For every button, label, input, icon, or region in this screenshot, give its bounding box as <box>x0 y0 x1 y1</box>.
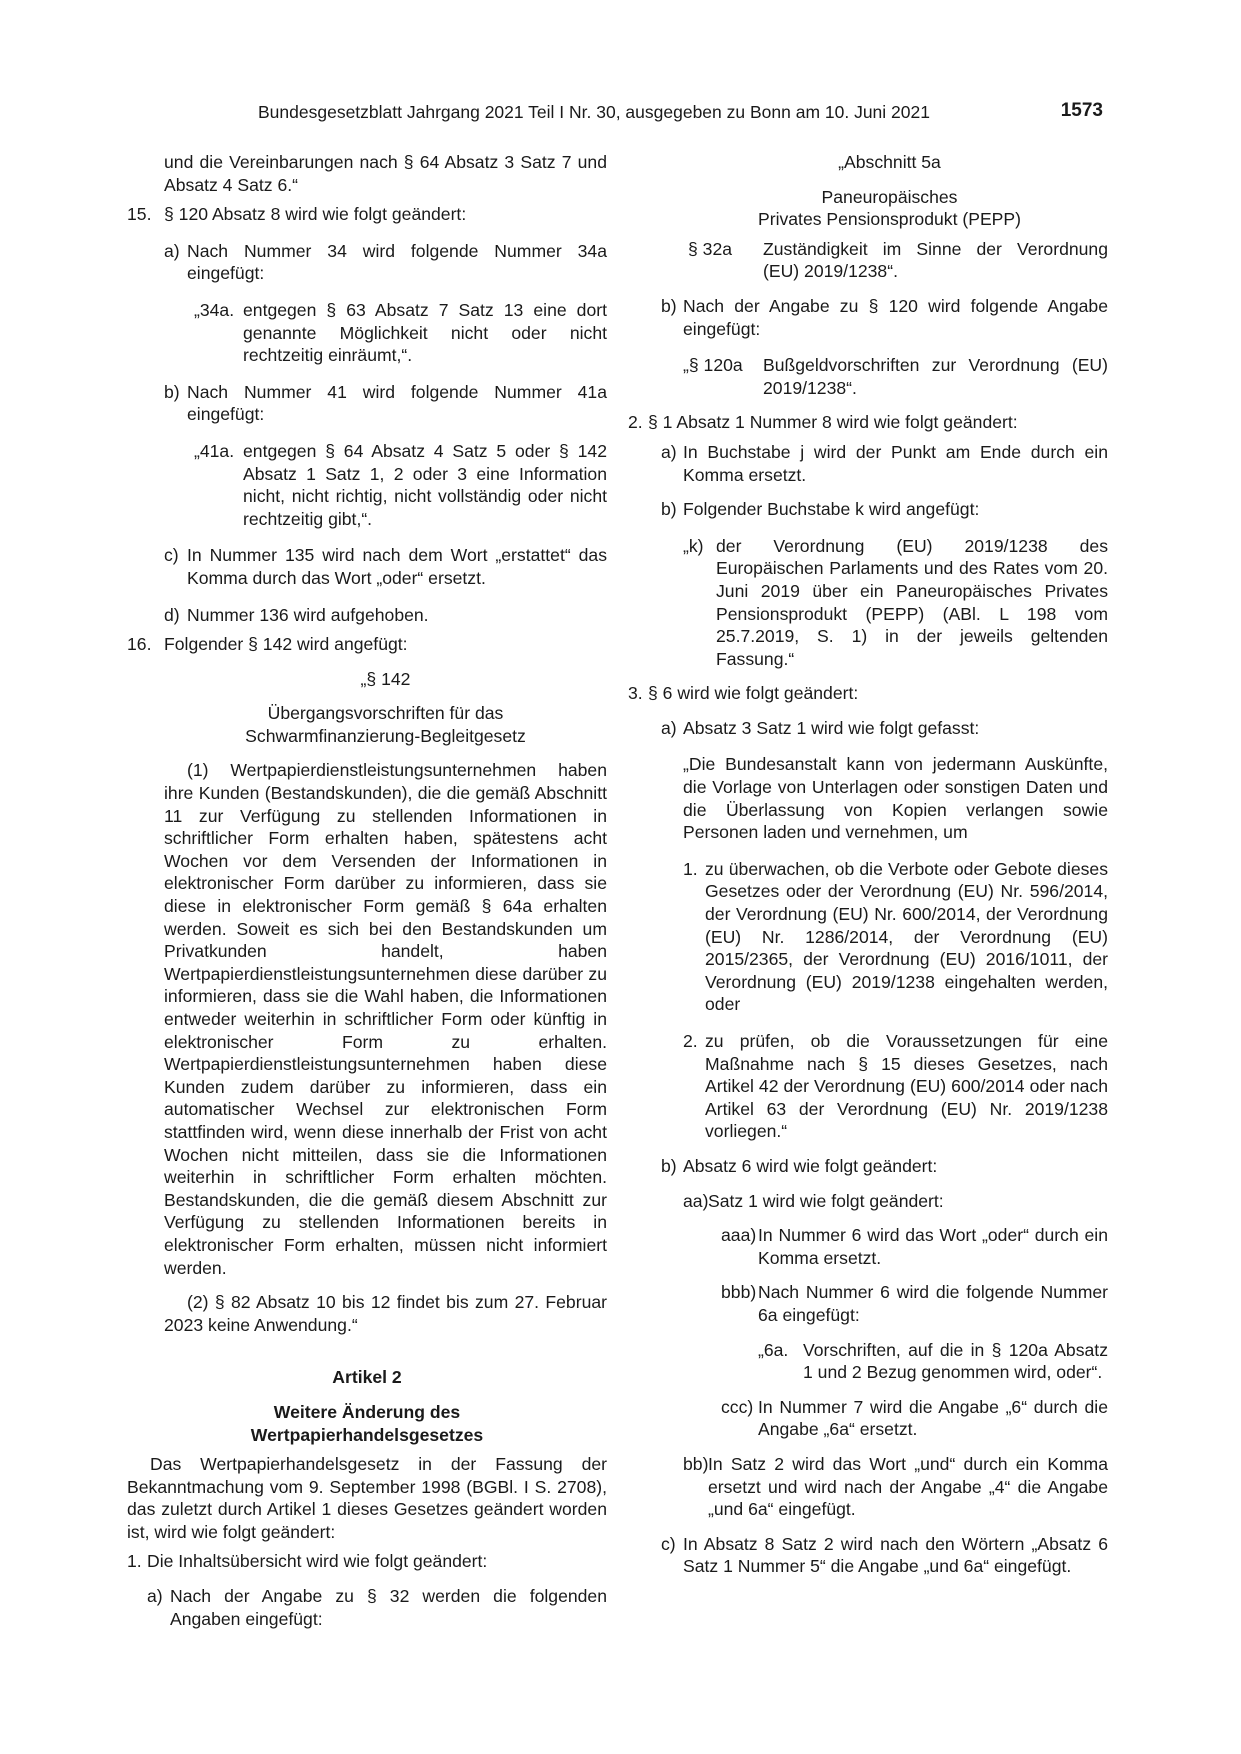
list-item-2 <box>628 411 1108 434</box>
buchstabe-k <box>628 535 1108 671</box>
header-title: Bundesgesetzblatt Jahrgang 2021 Teil I Nr. 30, ausgegeben zu Bonn am 10. Juni 2021 <box>258 102 930 122</box>
item-text: Absatz 6 wird wie folgt geändert: <box>683 1155 938 1176</box>
right-column <box>628 151 1108 1578</box>
quoted-item-2 <box>628 1030 1108 1143</box>
list-item-2b <box>628 498 1108 521</box>
item-number: 1. <box>683 858 698 879</box>
item-letter: c) <box>164 545 179 566</box>
item-letter: d) <box>164 604 180 625</box>
item-letter: „k) <box>683 535 704 556</box>
list-item-aa <box>628 1190 1108 1213</box>
list-item-16 <box>127 633 607 656</box>
page-number: 1573 <box>1060 100 1103 121</box>
item-letter: c) <box>661 1533 676 1554</box>
item-text: Satz 1 wird wie folgt geändert: <box>708 1190 944 1211</box>
list-item-3a <box>628 717 1108 740</box>
item-number: „34a. <box>194 299 235 320</box>
list-item-15a <box>127 240 607 285</box>
item-letter: b) <box>164 381 180 402</box>
left-column <box>127 151 607 1630</box>
list-item-15d <box>127 604 607 627</box>
section-142-heading-2: Schwarmfinanzierung-Begleitgesetz <box>245 725 526 746</box>
item-letter: b) <box>661 499 677 520</box>
item-text: In Satz 2 wird das Wort „und“ durch ein Komma ersetzt und wird nach der Angabe „4“ die Angabe „und 6a“ eingefügt. <box>708 1453 1108 1520</box>
item-text: der Verordnung (EU) 2019/1238 des Europäischen Parlaments und des Rates vom 20. Juni 2019 über ein Paneuropäisches Privates Pensionsprodukt (PEPP) (ABl. L 198 vom 25.7.2019, S. 1) in der jeweils geltenden Fassung.“ <box>716 535 1108 669</box>
item-number: 16. <box>127 634 152 655</box>
item-number: 15. <box>127 204 152 225</box>
item-letter: a) <box>147 1586 163 1607</box>
item-letter: bbb) <box>721 1282 757 1303</box>
list-item-aaa <box>628 1224 1108 1269</box>
article-2-heading-1: Weitere Änderung des <box>273 1401 461 1422</box>
list-item-15 <box>127 203 607 226</box>
item-text: Nach Nummer 41 wird folgende Nummer 41a eingefügt: <box>187 381 607 425</box>
item-number: 2. <box>628 412 643 433</box>
item-text: entgegen § 63 Absatz 7 Satz 13 eine dort genannte Möglichkeit nicht oder nicht rechtzeitig einräumt,“. <box>243 299 607 366</box>
nummer-6a <box>628 1339 1108 1384</box>
item-text: § 1 Absatz 1 Nummer 8 wird wie folgt geändert: <box>648 412 1018 433</box>
item-text: Vorschriften, auf die in § 120a Absatz 1 und 2 Bezug genommen wird, oder“. <box>803 1339 1108 1383</box>
section-142-heading-1: Übergangsvorschriften für das <box>267 703 504 724</box>
item-text: § 120 Absatz 8 wird wie folgt geändert: <box>164 204 467 225</box>
abschnitt-5a-heading-2: Privates Pensionsprodukt (PEPP) <box>757 209 1022 230</box>
paragraph-continuation: und die Vereinbarungen nach § 64 Absatz 3 Satz 7 und Absatz 4 Satz 6.“ <box>164 152 607 195</box>
item-text: Die Inhaltsübersicht wird wie folgt geändert: <box>147 1551 488 1572</box>
entry-text: Zuständigkeit im Sinne der Verordnung (EU) 2019/1238“. <box>763 238 1108 282</box>
list-item-3b <box>628 1155 1108 1178</box>
item-letter: b) <box>661 1155 677 1176</box>
item-letter: ccc) <box>721 1396 754 1417</box>
item-number: „41a. <box>194 440 235 461</box>
quoted-item-1 <box>628 858 1108 1016</box>
item-text: entgegen § 64 Absatz 4 Satz 5 oder § 142 Absatz 1 Satz 1, 2 oder 3 eine Information nicht, nicht richtig, nicht vollständig oder nicht rechtzeitig gibt,“. <box>243 440 607 529</box>
list-item-1b <box>628 295 1108 340</box>
list-item-15b <box>127 381 607 426</box>
item-text: § 6 wird wie folgt geändert: <box>648 683 859 704</box>
list-item-3c <box>628 1533 1108 1578</box>
list-item-bbb <box>628 1281 1108 1326</box>
list-item-bb <box>628 1453 1108 1521</box>
list-item-15c <box>127 544 607 589</box>
article-2-intro: Das Wertpapierhandelsgesetz in der Fassung der Bekanntmachung vom 9. September 1998 (BGBl. I S. 2708), das zuletzt durch Artikel 1 dieses Gesetzes geändert worden ist, wird wie folgt geändert: <box>127 1454 607 1542</box>
item-text: Nach Nummer 6 wird die folgende Nummer 6a eingefügt: <box>758 1282 1108 1325</box>
page-header <box>258 100 1103 130</box>
list-item-2a <box>628 441 1108 486</box>
item-text: zu prüfen, ob die Voraussetzungen für eine Maßnahme nach § 15 dieses Gesetzes, nach Artikel 42 der Verordnung (EU) 600/2014 oder nach Artikel 63 der Verordnung (EU) Nr. 2019/1238 vorliegen.“ <box>705 1031 1108 1142</box>
list-item-1 <box>127 1550 607 1573</box>
item-letter: aaa) <box>721 1225 757 1246</box>
entry-32a <box>628 238 1108 283</box>
item-text: In Nummer 135 wird nach dem Wort „erstattet“ das Komma durch das Wort „oder“ ersetzt. <box>187 545 607 588</box>
item-letter: aa) <box>683 1190 709 1211</box>
item-text: zu überwachen, ob die Verbote oder Gebote dieses Gesetzes oder der Verordnung (EU) Nr. 596/2014, der Verordnung (EU) Nr. 600/2014, der Verordnung (EU) Nr. 1286/2014, der Verordnung (EU) 2015/2365, der Verordnung (EU) 2016/1011, der Verordnung (EU) 2019/1238 eingehalten werden, oder <box>705 858 1108 1015</box>
abschnitt-5a-title: „Abschnitt 5a <box>838 152 941 172</box>
abschnitt-5a-heading-1: Paneuropäisches <box>821 186 958 207</box>
item-text: In Nummer 7 wird die Angabe „6“ durch die Angabe „6a“ ersetzt. <box>758 1396 1108 1440</box>
item-letter: a) <box>661 717 677 738</box>
article-2-heading-2: Wertpapierhandelsgesetzes <box>250 1424 484 1445</box>
item-letter: a) <box>661 441 677 462</box>
item-text: Nach Nummer 34 wird folgende Nummer 34a eingefügt: <box>187 240 607 284</box>
entry-number: § 32a <box>688 238 733 259</box>
item-number: 3. <box>628 683 643 704</box>
item-text: Folgender § 142 wird angefügt: <box>164 634 408 655</box>
item-text: In Absatz 8 Satz 2 wird nach den Wörtern „Absatz 6 Satz 1 Nummer 5“ die Angabe „und 6a“ eingefügt. <box>683 1533 1108 1577</box>
entry-text: Bußgeldvorschriften zur Verordnung (EU) 2019/1238“. <box>763 355 1108 398</box>
item-number: 2. <box>683 1031 698 1051</box>
item-text: Nach der Angabe zu § 32 werden die folgenden Angaben eingefügt: <box>170 1586 607 1629</box>
item-letter: a) <box>164 240 180 261</box>
item-text: In Buchstabe j wird der Punkt am Ende durch ein Komma ersetzt. <box>683 441 1108 485</box>
item-text: Nach der Angabe zu § 120 wird folgende Angabe eingefügt: <box>683 295 1108 339</box>
section-142-title: „§ 142 <box>360 668 411 689</box>
item-text: Absatz 3 Satz 1 wird wie folgt gefasst: <box>683 717 980 738</box>
list-item-34a <box>127 299 607 367</box>
item-text: In Nummer 6 wird das Wort „oder“ durch ein Komma ersetzt. <box>758 1225 1108 1268</box>
list-item-3 <box>628 682 1108 705</box>
item-number: „6a. <box>758 1339 789 1360</box>
section-142-paragraph-2: (2) § 82 Absatz 10 bis 12 findet bis zum 27. Februar 2023 keine Anwendung.“ <box>164 1292 607 1335</box>
item-number: 1. <box>127 1551 142 1572</box>
item-text: Nummer 136 wird aufgehoben. <box>187 604 429 625</box>
article-2-title: Artikel 2 <box>332 1367 402 1388</box>
quoted-paragraph: „Die Bundesanstalt kann von jedermann Auskünfte, die Vorlage von Unterlagen oder sonstigen Daten und die Überlassung von Kopien verlangen sowie Personen laden und vernehmen, um <box>683 754 1108 843</box>
section-142-paragraph-1: (1) Wertpapierdienstleistungsunternehmen haben ihre Kunden (Bestandskunden), die die gemäß Abschnitt 11 zur Verfügung zu stellenden Informationen in schriftlicher Form erhalten haben, spätestens acht Wochen vor dem Versenden der Informationen in elektronischer Form darüber zu informieren, dass sie diese in elektronischer Form gemäß § 64a erhalten werden. Soweit es sich bei den Bestandskunden um Privatkunden handelt, haben Wertpapierdienstleistungsunternehmen diese darüber zu informieren, dass sie die Wahl haben, die Informationen entweder weiterhin in schriftlicher Form oder künftig in elektronischer Form zu erhalten. Wertpapierdienstleistungsunternehmen haben diese Kunden zudem darüber zu informieren, dass ein automatischer Wechsel zur elektronischen Form stattfinden wird, wenn diese innerhalb der Frist von acht Wochen nicht mitteilen, dass sie die Informationen weiterhin in schriftlicher Form erhalten möchten. Bestandskunden, die die gemäß diesem Abschnitt zur Verfügung zu stellenden Informationen bereits in elektronischer Form erhalten, müssen nicht informiert werden. <box>164 760 607 1278</box>
item-letter: b) <box>661 295 677 316</box>
entry-number: „§ 120a <box>683 355 743 376</box>
list-item-ccc <box>628 1396 1108 1441</box>
item-letter: bb) <box>683 1453 709 1474</box>
entry-120a <box>628 354 1108 399</box>
list-item-41a <box>127 440 607 530</box>
list-item-1a <box>127 1585 607 1630</box>
item-text: Folgender Buchstabe k wird angefügt: <box>683 499 980 520</box>
